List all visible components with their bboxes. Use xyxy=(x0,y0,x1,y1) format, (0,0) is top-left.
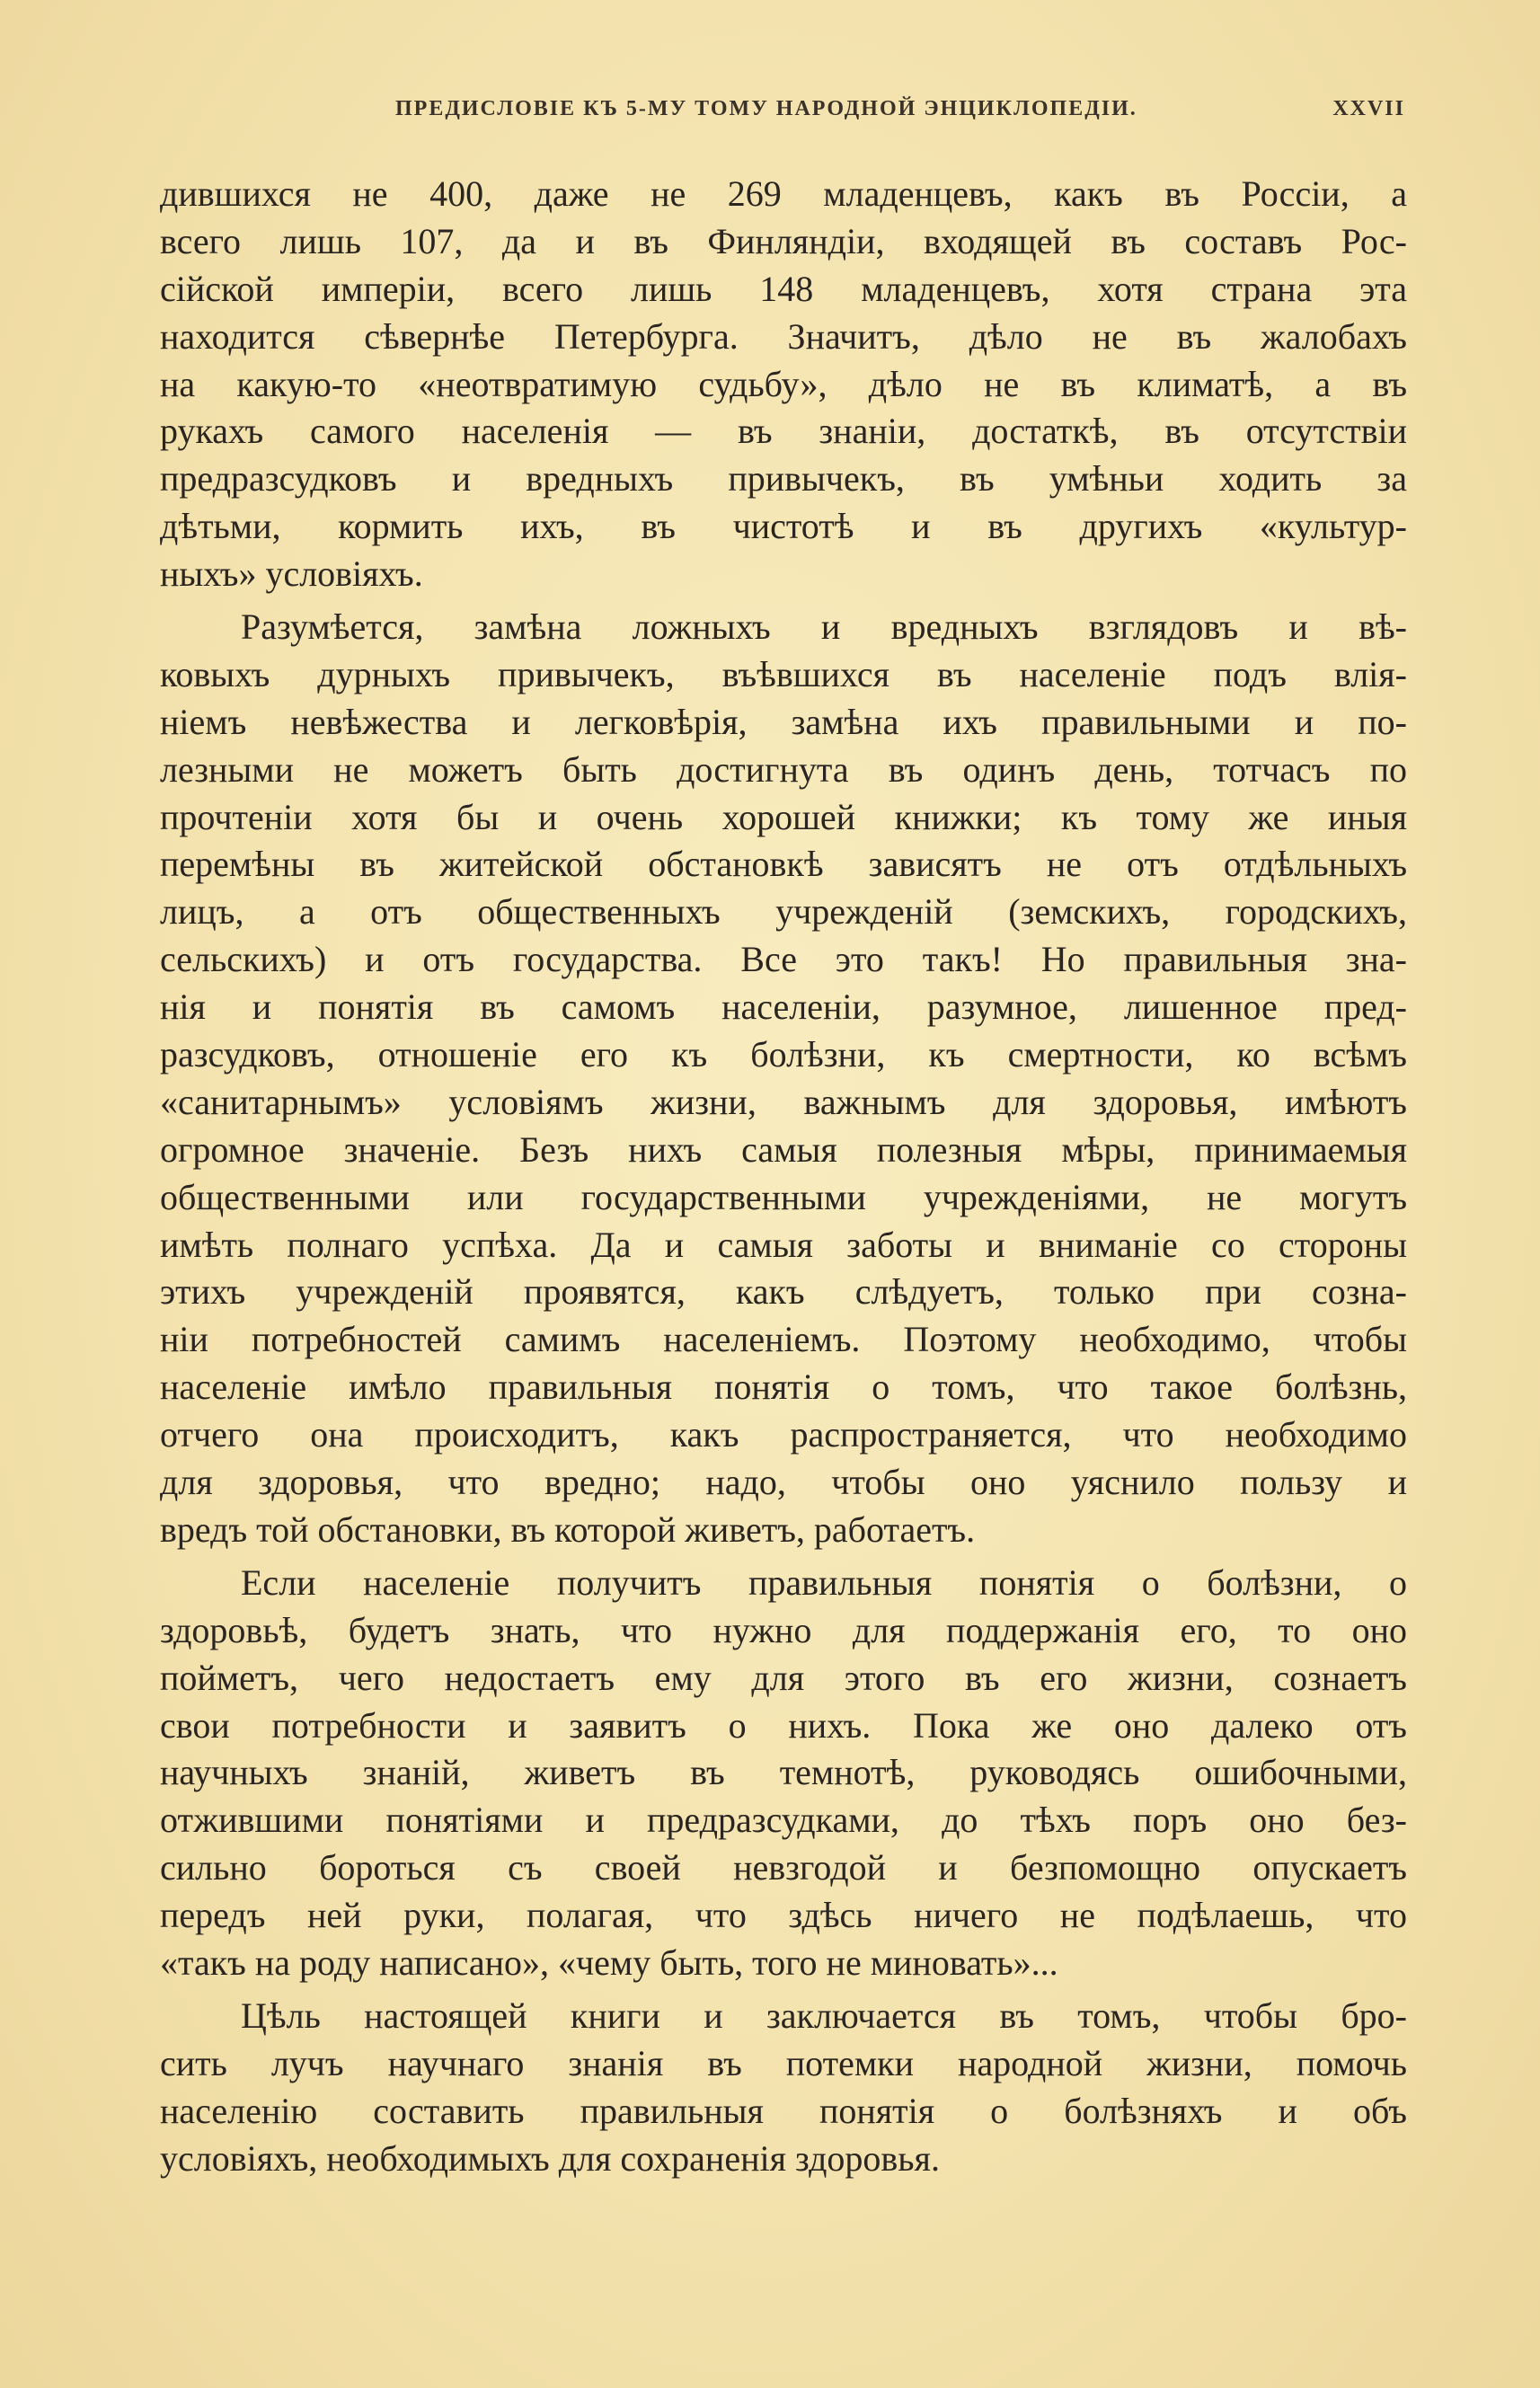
text-line: Цѣль настоящей книги и заключается въ томъ, чтобы бро- xyxy=(241,1994,1407,2036)
text-line: этихъ учрежденій проявятся, какъ слѣдуетъ, только при созна- xyxy=(160,1271,1407,1313)
text-line: «санитарнымъ» условіямъ жизни, важнымъ для здоровья, имѣютъ xyxy=(160,1081,1407,1122)
text-line: пойметъ, чего недостаетъ ему для этого въ его жизни, сознаетъ xyxy=(160,1657,1407,1698)
running-head-title: ПРЕДИСЛОВІЕ КЪ 5-МУ ТОМУ НАРОДНОЙ ЭНЦИКЛОПЕДІИ. xyxy=(395,97,1137,120)
paragraph xyxy=(160,604,1407,1554)
text-line: дѣтьми, кормить ихъ, въ чистотѣ и въ другихъ «культур- xyxy=(160,506,1407,547)
text-line: нія и понятія въ самомъ населеніи, разумное, лишенное пред- xyxy=(160,986,1407,1028)
text-line: передъ ней руки, полагая, что здѣсь ничего не подѣлаешь, что xyxy=(160,1895,1407,1936)
text-line: сить лучъ научнаго знанія въ потемки народной жизни, помочь xyxy=(160,2042,1407,2083)
text-line: научныхъ знаній, живетъ въ темнотѣ, руководясь ошибочными, xyxy=(160,1752,1407,1793)
text-line: населенію составить правильныя понятія о болѣзняхъ и объ xyxy=(160,2090,1407,2131)
text-line: предразсудковъ и вредныхъ привычекъ, въ умѣньи ходить за xyxy=(160,458,1407,500)
text-line: всего лишь 107, да и въ Финляндіи, входящей въ составъ Рос- xyxy=(160,220,1407,261)
text-line: населеніе имѣло правильныя понятія о томъ, что такое болѣзнь, xyxy=(160,1366,1407,1408)
text-line: ніемъ невѣжества и легковѣрія, замѣна ихъ правильными и по- xyxy=(160,701,1407,742)
text-line: «такъ на роду написано», «чему быть, того не миновать»... xyxy=(160,1941,1058,1983)
text-line: лицъ, а отъ общественныхъ учрежденій (земскихъ, городскихъ, xyxy=(160,891,1407,933)
text-line: огромное значеніе. Безъ нихъ самыя полезныя мѣры, принимаемыя xyxy=(160,1128,1407,1170)
text-line: ныхъ» условіяхъ. xyxy=(160,553,423,595)
paragraph xyxy=(160,1560,1407,1987)
text-line: находится сѣвернѣе Петербурга. Значитъ, дѣло не въ жалобахъ xyxy=(160,315,1407,357)
text-line: отжившими понятіями и предразсудками, до тѣхъ поръ оно без- xyxy=(160,1800,1407,1841)
text-line: прочтеніи хотя бы и очень хорошей книжки; къ тому же иныя xyxy=(160,796,1407,837)
paragraph xyxy=(160,171,1407,598)
text-line: на какую-то «неотвратимую судьбу», дѣло не въ климатѣ, а въ xyxy=(160,363,1407,404)
text-line: для здоровья, что вредно; надо, чтобы оно уяснило пользу и xyxy=(160,1462,1407,1503)
text-line: имѣть полнаго успѣха. Да и самыя заботы и вниманіе со стороны xyxy=(160,1224,1407,1265)
text-line: свои потребности и заявитъ о нихъ. Пока же оно далеко отъ xyxy=(160,1704,1407,1746)
text-line: Если населеніе получитъ правильныя понятія о болѣзни, о xyxy=(241,1561,1407,1603)
text-line: здоровьѣ, будетъ знать, что нужно для поддержанія его, то оно xyxy=(160,1609,1407,1650)
text-line: общественными или государственными учрежденіями, не могутъ xyxy=(160,1176,1407,1217)
text-line: дившихся не 400, даже не 269 младенцевъ, какъ въ Россіи, а xyxy=(160,173,1407,214)
text-line: сильно бороться съ своей невзгодой и безпомощно опускаетъ xyxy=(160,1847,1407,1888)
text-line: рукахъ самого населенія — въ знаніи, достаткѣ, въ отсутствіи xyxy=(160,411,1407,452)
text-line: ніи потребностей самимъ населеніемъ. Поэтому необходимо, чтобы xyxy=(160,1319,1407,1360)
text-line: Разумѣется, замѣна ложныхъ и вредныхъ взглядовъ и вѣ- xyxy=(241,606,1407,648)
text-line: ковыхъ дурныхъ привычекъ, въѣвшихся въ населеніе подъ влія- xyxy=(160,653,1407,694)
body-text xyxy=(160,171,1407,2182)
text-line: перемѣны въ житейской обстановкѣ зависятъ не отъ отдѣльныхъ xyxy=(160,844,1407,885)
text-line: вредъ той обстановки, въ которой живетъ, работаетъ. xyxy=(160,1508,976,1550)
text-line: отчего она происходитъ, какъ распространяется, что необходимо xyxy=(160,1414,1407,1455)
text-line: лезными не можетъ быть достигнута въ одинъ день, тотчасъ по xyxy=(160,748,1407,790)
text-line: сійской имперіи, всего лишь 148 младенцевъ, хотя страна эта xyxy=(160,268,1407,309)
paragraph xyxy=(160,1993,1407,2183)
text-line: разсудковъ, отношеніе его къ болѣзни, къ смертности, ко всѣмъ xyxy=(160,1034,1407,1075)
text-line: сельскихъ) и отъ государства. Все это такъ! Но правильныя зна- xyxy=(160,939,1407,980)
page-number: XXVII xyxy=(1332,97,1405,120)
text-line: условіяхъ, необходимыхъ для сохраненія здоровья. xyxy=(160,2137,940,2179)
